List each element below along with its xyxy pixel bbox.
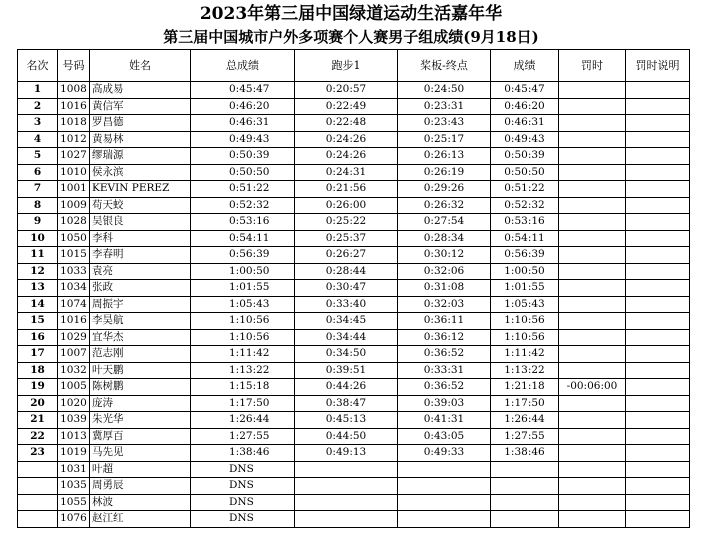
cell-penalty-note xyxy=(626,164,690,181)
cell-penalty xyxy=(559,296,626,313)
cell-bib: 1019 xyxy=(58,445,90,462)
cell-total-time: DNS xyxy=(191,494,295,511)
cell-total-time: 0:51:22 xyxy=(191,181,295,198)
cell-paddle-finish: 0:36:12 xyxy=(398,329,491,346)
table-row xyxy=(18,511,690,528)
cell-run1: 0:44:50 xyxy=(295,428,398,445)
cell-name: 高成易 xyxy=(90,82,191,99)
cell-run1: 0:26:00 xyxy=(295,197,398,214)
cell-bib: 1007 xyxy=(58,346,90,363)
cell-penalty xyxy=(559,197,626,214)
cell-penalty xyxy=(559,131,626,148)
cell-bib: 1074 xyxy=(58,296,90,313)
cell-run1: 0:44:26 xyxy=(295,379,398,396)
cell-penalty-note xyxy=(626,445,690,462)
cell-bib: 1039 xyxy=(58,412,90,429)
cell-name: 李昊航 xyxy=(90,313,191,330)
cell-penalty xyxy=(559,280,626,297)
cell-result: 1:01:55 xyxy=(491,280,559,297)
cell-penalty xyxy=(559,329,626,346)
cell-run1 xyxy=(295,511,398,528)
table-row xyxy=(18,412,690,429)
cell-result: 1:26:44 xyxy=(491,412,559,429)
cell-name: 周勇辰 xyxy=(90,478,191,495)
table-row xyxy=(18,362,690,379)
table-row xyxy=(18,247,690,264)
header-paddle-finish: 桨板-终点 xyxy=(398,50,491,82)
cell-name: 黄易林 xyxy=(90,131,191,148)
cell-paddle-finish: 0:28:34 xyxy=(398,230,491,247)
cell-name: 缪瑞源 xyxy=(90,148,191,165)
cell-run1 xyxy=(295,494,398,511)
cell-rank: 14 xyxy=(18,296,58,313)
header-row xyxy=(18,50,690,82)
cell-name: 李春明 xyxy=(90,247,191,264)
cell-name: 苟天蛟 xyxy=(90,197,191,214)
cell-penalty-note xyxy=(626,230,690,247)
cell-run1: 0:21:56 xyxy=(295,181,398,198)
cell-penalty xyxy=(559,82,626,99)
table-row xyxy=(18,181,690,198)
cell-total-time: 1:01:55 xyxy=(191,280,295,297)
cell-penalty xyxy=(559,428,626,445)
cell-total-time: 1:10:56 xyxy=(191,313,295,330)
cell-rank: 22 xyxy=(18,428,58,445)
table-row xyxy=(18,82,690,99)
cell-run1: 0:25:22 xyxy=(295,214,398,231)
cell-result: 1:21:18 xyxy=(491,379,559,396)
cell-result: 0:49:43 xyxy=(491,131,559,148)
cell-penalty xyxy=(559,263,626,280)
page-title: 2023年第三届中国绿道运动生活嘉年华 xyxy=(199,4,503,24)
cell-rank: 12 xyxy=(18,263,58,280)
table-row xyxy=(18,395,690,412)
cell-total-time: 0:49:43 xyxy=(191,131,295,148)
cell-bib: 1055 xyxy=(58,494,90,511)
cell-bib: 1032 xyxy=(58,362,90,379)
cell-paddle-finish: 0:23:43 xyxy=(398,115,491,132)
header-run1: 跑步1 xyxy=(295,50,398,82)
cell-paddle-finish: 0:33:31 xyxy=(398,362,491,379)
cell-penalty-note xyxy=(626,511,690,528)
cell-bib: 1029 xyxy=(58,329,90,346)
cell-name: 马先见 xyxy=(90,445,191,462)
cell-total-time: 0:56:39 xyxy=(191,247,295,264)
cell-name: 吴银良 xyxy=(90,214,191,231)
cell-penalty-note xyxy=(626,362,690,379)
cell-result: 1:05:43 xyxy=(491,296,559,313)
cell-paddle-finish: 0:26:13 xyxy=(398,148,491,165)
cell-rank: 17 xyxy=(18,346,58,363)
cell-bib: 1050 xyxy=(58,230,90,247)
cell-result: 1:10:56 xyxy=(491,313,559,330)
header-rank: 名次 xyxy=(18,50,58,82)
cell-penalty-note xyxy=(626,98,690,115)
cell-rank: 10 xyxy=(18,230,58,247)
cell-result: 0:56:39 xyxy=(491,247,559,264)
cell-bib: 1013 xyxy=(58,428,90,445)
cell-total-time: DNS xyxy=(191,478,295,495)
cell-name: 陈树鹏 xyxy=(90,379,191,396)
cell-paddle-finish: 0:31:08 xyxy=(398,280,491,297)
cell-paddle-finish: 0:30:12 xyxy=(398,247,491,264)
cell-name: 叶超 xyxy=(90,461,191,478)
cell-penalty-note xyxy=(626,461,690,478)
header-total-time: 总成绩 xyxy=(191,50,295,82)
cell-bib: 1008 xyxy=(58,82,90,99)
cell-rank: 7 xyxy=(18,181,58,198)
cell-penalty xyxy=(559,395,626,412)
cell-penalty-note xyxy=(626,329,690,346)
cell-bib: 1034 xyxy=(58,280,90,297)
cell-name: 宜华杰 xyxy=(90,329,191,346)
table-row xyxy=(18,280,690,297)
cell-result: 1:13:22 xyxy=(491,362,559,379)
cell-paddle-finish: 0:27:54 xyxy=(398,214,491,231)
table-row xyxy=(18,296,690,313)
cell-total-time: 1:05:43 xyxy=(191,296,295,313)
cell-name: KEVIN PEREZ xyxy=(90,181,191,198)
cell-run1: 0:49:13 xyxy=(295,445,398,462)
cell-name: 叶天鹏 xyxy=(90,362,191,379)
cell-bib: 1005 xyxy=(58,379,90,396)
cell-penalty-note xyxy=(626,494,690,511)
cell-run1: 0:39:51 xyxy=(295,362,398,379)
cell-paddle-finish: 0:23:31 xyxy=(398,98,491,115)
cell-result: 0:52:32 xyxy=(491,197,559,214)
cell-rank: 3 xyxy=(18,115,58,132)
cell-rank: 6 xyxy=(18,164,58,181)
cell-total-time: 0:46:31 xyxy=(191,115,295,132)
table-body xyxy=(18,82,690,528)
cell-paddle-finish xyxy=(398,478,491,495)
cell-result: 0:53:16 xyxy=(491,214,559,231)
cell-penalty-note xyxy=(626,280,690,297)
cell-penalty xyxy=(559,181,626,198)
cell-paddle-finish: 0:36:52 xyxy=(398,379,491,396)
cell-result: 0:50:39 xyxy=(491,148,559,165)
cell-result: 1:10:56 xyxy=(491,329,559,346)
cell-penalty xyxy=(559,164,626,181)
cell-penalty xyxy=(559,346,626,363)
cell-name: 朱光华 xyxy=(90,412,191,429)
cell-paddle-finish: 0:24:50 xyxy=(398,82,491,99)
cell-total-time: 1:10:56 xyxy=(191,329,295,346)
cell-total-time: 1:17:50 xyxy=(191,395,295,412)
cell-rank: 8 xyxy=(18,197,58,214)
cell-total-time: 1:15:18 xyxy=(191,379,295,396)
cell-run1: 0:26:27 xyxy=(295,247,398,264)
cell-paddle-finish: 0:41:31 xyxy=(398,412,491,429)
cell-run1 xyxy=(295,478,398,495)
cell-paddle-finish: 0:36:11 xyxy=(398,313,491,330)
cell-penalty-note xyxy=(626,412,690,429)
cell-paddle-finish: 0:26:19 xyxy=(398,164,491,181)
cell-rank: 15 xyxy=(18,313,58,330)
cell-result xyxy=(491,461,559,478)
cell-paddle-finish xyxy=(398,494,491,511)
cell-rank xyxy=(18,478,58,495)
cell-rank: 19 xyxy=(18,379,58,396)
cell-run1: 0:25:37 xyxy=(295,230,398,247)
cell-penalty: -00:06:00 xyxy=(559,379,626,396)
cell-bib: 1076 xyxy=(58,511,90,528)
cell-penalty xyxy=(559,511,626,528)
table-row xyxy=(18,131,690,148)
table-row xyxy=(18,115,690,132)
cell-paddle-finish: 0:43:05 xyxy=(398,428,491,445)
cell-penalty-note xyxy=(626,263,690,280)
cell-rank: 18 xyxy=(18,362,58,379)
cell-run1: 0:24:26 xyxy=(295,148,398,165)
cell-penalty-note xyxy=(626,82,690,99)
cell-penalty xyxy=(559,98,626,115)
cell-paddle-finish: 0:49:33 xyxy=(398,445,491,462)
cell-result: 0:54:11 xyxy=(491,230,559,247)
cell-rank xyxy=(18,511,58,528)
cell-run1: 0:22:48 xyxy=(295,115,398,132)
header-result: 成绩 xyxy=(491,50,559,82)
cell-penalty xyxy=(559,478,626,495)
cell-penalty xyxy=(559,230,626,247)
cell-paddle-finish xyxy=(398,461,491,478)
table-row xyxy=(18,313,690,330)
cell-penalty xyxy=(559,148,626,165)
cell-total-time: 1:11:42 xyxy=(191,346,295,363)
cell-penalty xyxy=(559,247,626,264)
cell-name: 赵江红 xyxy=(90,511,191,528)
cell-bib: 1031 xyxy=(58,461,90,478)
cell-run1 xyxy=(295,461,398,478)
cell-penalty xyxy=(559,461,626,478)
cell-run1: 0:34:44 xyxy=(295,329,398,346)
cell-total-time: 0:46:20 xyxy=(191,98,295,115)
cell-paddle-finish: 0:29:26 xyxy=(398,181,491,198)
cell-total-time: 1:00:50 xyxy=(191,263,295,280)
cell-run1: 0:22:49 xyxy=(295,98,398,115)
cell-rank xyxy=(18,494,58,511)
cell-name: 张政 xyxy=(90,280,191,297)
cell-rank: 4 xyxy=(18,131,58,148)
cell-penalty-note xyxy=(626,115,690,132)
cell-penalty-note xyxy=(626,346,690,363)
cell-bib: 1035 xyxy=(58,478,90,495)
cell-name: 庞涛 xyxy=(90,395,191,412)
cell-paddle-finish: 0:26:32 xyxy=(398,197,491,214)
cell-rank: 13 xyxy=(18,280,58,297)
cell-rank: 21 xyxy=(18,412,58,429)
cell-result: 1:00:50 xyxy=(491,263,559,280)
table-row xyxy=(18,461,690,478)
cell-bib: 1018 xyxy=(58,115,90,132)
header-bib: 号码 xyxy=(58,50,90,82)
cell-total-time: 1:38:46 xyxy=(191,445,295,462)
cell-name: 李科 xyxy=(90,230,191,247)
cell-penalty xyxy=(559,362,626,379)
cell-paddle-finish: 0:39:03 xyxy=(398,395,491,412)
cell-penalty-note xyxy=(626,131,690,148)
cell-bib: 1016 xyxy=(58,313,90,330)
cell-total-time: DNS xyxy=(191,461,295,478)
cell-penalty xyxy=(559,412,626,429)
cell-rank: 9 xyxy=(18,214,58,231)
cell-total-time: 1:27:55 xyxy=(191,428,295,445)
cell-rank: 23 xyxy=(18,445,58,462)
table-row xyxy=(18,329,690,346)
cell-run1: 0:30:47 xyxy=(295,280,398,297)
cell-penalty-note xyxy=(626,478,690,495)
cell-bib: 1015 xyxy=(58,247,90,264)
cell-penalty-note xyxy=(626,214,690,231)
cell-rank: 11 xyxy=(18,247,58,264)
table-row xyxy=(18,379,690,396)
cell-bib: 1001 xyxy=(58,181,90,198)
header-name: 姓名 xyxy=(90,50,191,82)
cell-penalty xyxy=(559,313,626,330)
cell-run1: 0:24:31 xyxy=(295,164,398,181)
cell-rank xyxy=(18,461,58,478)
cell-penalty xyxy=(559,494,626,511)
table-row xyxy=(18,263,690,280)
cell-total-time: 0:54:11 xyxy=(191,230,295,247)
cell-result: 0:45:47 xyxy=(491,82,559,99)
table-row xyxy=(18,197,690,214)
results-table xyxy=(17,49,690,528)
cell-rank: 2 xyxy=(18,98,58,115)
cell-result: 0:50:50 xyxy=(491,164,559,181)
cell-bib: 1016 xyxy=(58,98,90,115)
cell-name: 范志刚 xyxy=(90,346,191,363)
cell-name: 周振宇 xyxy=(90,296,191,313)
cell-bib: 1020 xyxy=(58,395,90,412)
table-row xyxy=(18,445,690,462)
cell-paddle-finish: 0:25:17 xyxy=(398,131,491,148)
cell-penalty-note xyxy=(626,395,690,412)
cell-name: 侯永滨 xyxy=(90,164,191,181)
cell-bib: 1028 xyxy=(58,214,90,231)
cell-penalty xyxy=(559,214,626,231)
cell-name: 冀厚百 xyxy=(90,428,191,445)
cell-result xyxy=(491,511,559,528)
cell-result: 0:46:20 xyxy=(491,98,559,115)
cell-run1: 0:24:26 xyxy=(295,131,398,148)
cell-paddle-finish: 0:32:03 xyxy=(398,296,491,313)
cell-total-time: 0:45:47 xyxy=(191,82,295,99)
page-subtitle: 第三届中国城市户外多项赛个人赛男子组成绩(9月18日) xyxy=(163,28,539,46)
cell-bib: 1012 xyxy=(58,131,90,148)
cell-total-time: 0:52:32 xyxy=(191,197,295,214)
cell-run1: 0:45:13 xyxy=(295,412,398,429)
cell-penalty-note xyxy=(626,148,690,165)
cell-rank: 1 xyxy=(18,82,58,99)
cell-name: 林波 xyxy=(90,494,191,511)
cell-rank: 16 xyxy=(18,329,58,346)
cell-rank: 20 xyxy=(18,395,58,412)
cell-run1: 0:33:40 xyxy=(295,296,398,313)
cell-name: 袁亮 xyxy=(90,263,191,280)
table-row xyxy=(18,98,690,115)
cell-bib: 1010 xyxy=(58,164,90,181)
cell-paddle-finish: 0:36:52 xyxy=(398,346,491,363)
table-row xyxy=(18,148,690,165)
cell-name: 黄信军 xyxy=(90,98,191,115)
cell-result: 0:46:31 xyxy=(491,115,559,132)
cell-paddle-finish xyxy=(398,511,491,528)
cell-penalty-note xyxy=(626,313,690,330)
cell-total-time: 0:53:16 xyxy=(191,214,295,231)
cell-name: 罗昌德 xyxy=(90,115,191,132)
cell-result: 1:38:46 xyxy=(491,445,559,462)
cell-total-time: DNS xyxy=(191,511,295,528)
cell-penalty-note xyxy=(626,247,690,264)
cell-penalty-note xyxy=(626,428,690,445)
cell-run1: 0:34:50 xyxy=(295,346,398,363)
table-row xyxy=(18,346,690,363)
cell-total-time: 1:26:44 xyxy=(191,412,295,429)
cell-result: 1:11:42 xyxy=(491,346,559,363)
cell-result: 1:27:55 xyxy=(491,428,559,445)
cell-total-time: 0:50:50 xyxy=(191,164,295,181)
cell-result: 1:17:50 xyxy=(491,395,559,412)
cell-result xyxy=(491,478,559,495)
cell-rank: 5 xyxy=(18,148,58,165)
table-row xyxy=(18,214,690,231)
cell-penalty-note xyxy=(626,296,690,313)
cell-run1: 0:20:57 xyxy=(295,82,398,99)
cell-total-time: 1:13:22 xyxy=(191,362,295,379)
table-row xyxy=(18,164,690,181)
header-penalty: 罚时 xyxy=(559,50,626,82)
table-row xyxy=(18,494,690,511)
cell-result xyxy=(491,494,559,511)
cell-bib: 1027 xyxy=(58,148,90,165)
cell-paddle-finish: 0:32:06 xyxy=(398,263,491,280)
cell-bib: 1033 xyxy=(58,263,90,280)
table-row xyxy=(18,428,690,445)
cell-penalty xyxy=(559,115,626,132)
cell-total-time: 0:50:39 xyxy=(191,148,295,165)
table-row xyxy=(18,478,690,495)
cell-penalty-note xyxy=(626,197,690,214)
cell-run1: 0:34:45 xyxy=(295,313,398,330)
table-row xyxy=(18,230,690,247)
cell-penalty-note xyxy=(626,181,690,198)
cell-bib: 1009 xyxy=(58,197,90,214)
cell-run1: 0:38:47 xyxy=(295,395,398,412)
cell-penalty xyxy=(559,445,626,462)
cell-penalty-note xyxy=(626,379,690,396)
cell-result: 0:51:22 xyxy=(491,181,559,198)
cell-run1: 0:28:44 xyxy=(295,263,398,280)
header-penalty-note: 罚时说明 xyxy=(626,50,690,82)
